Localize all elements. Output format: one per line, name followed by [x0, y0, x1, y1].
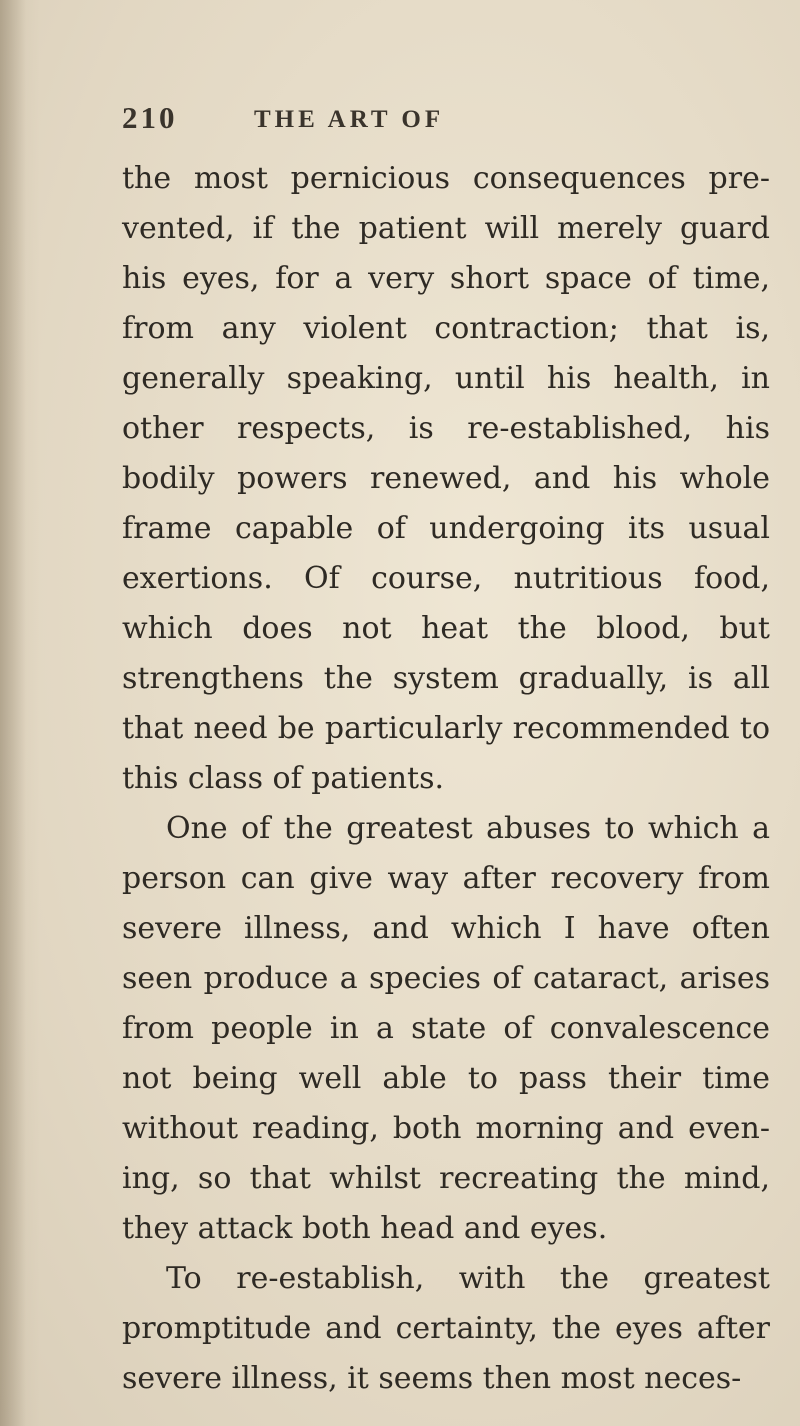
- body-text: [122, 154, 770, 1404]
- paragraph-2: One of the greatest abuses to which a person can give way after recovery from severe illness, and which I have often seen produce a species of cataract, arises from people in a state of convalescence not being well able to pass their time without reading, both morning and even-ing, so that whilst recreating the mind, they attack both head and eyes.: [122, 811, 770, 1246]
- page-header: [122, 100, 770, 152]
- page-number: 210: [122, 100, 178, 135]
- book-page: [122, 100, 770, 1404]
- paragraph-1: the most pernicious consequences pre-vented, if the patient will merely guard his eyes, for a very short space of time, from any violent contraction; that is, generally speaking, until his health, in other respects, is re-established, his bodily powers renewed, and his whole frame capable of undergoing its usual exertions. Of course, nutritious food, which does not heat the blood, but strengthens the system gradually, is all that need be particularly recommended to this class of patients.: [122, 161, 770, 796]
- paragraph-3: To re-establish, with the greatest promptitude and certainty, the eyes after severe illness, it seems then most neces-: [122, 1261, 770, 1396]
- running-title: THE ART OF: [254, 106, 445, 133]
- page-edge-shadow: [0, 0, 26, 1426]
